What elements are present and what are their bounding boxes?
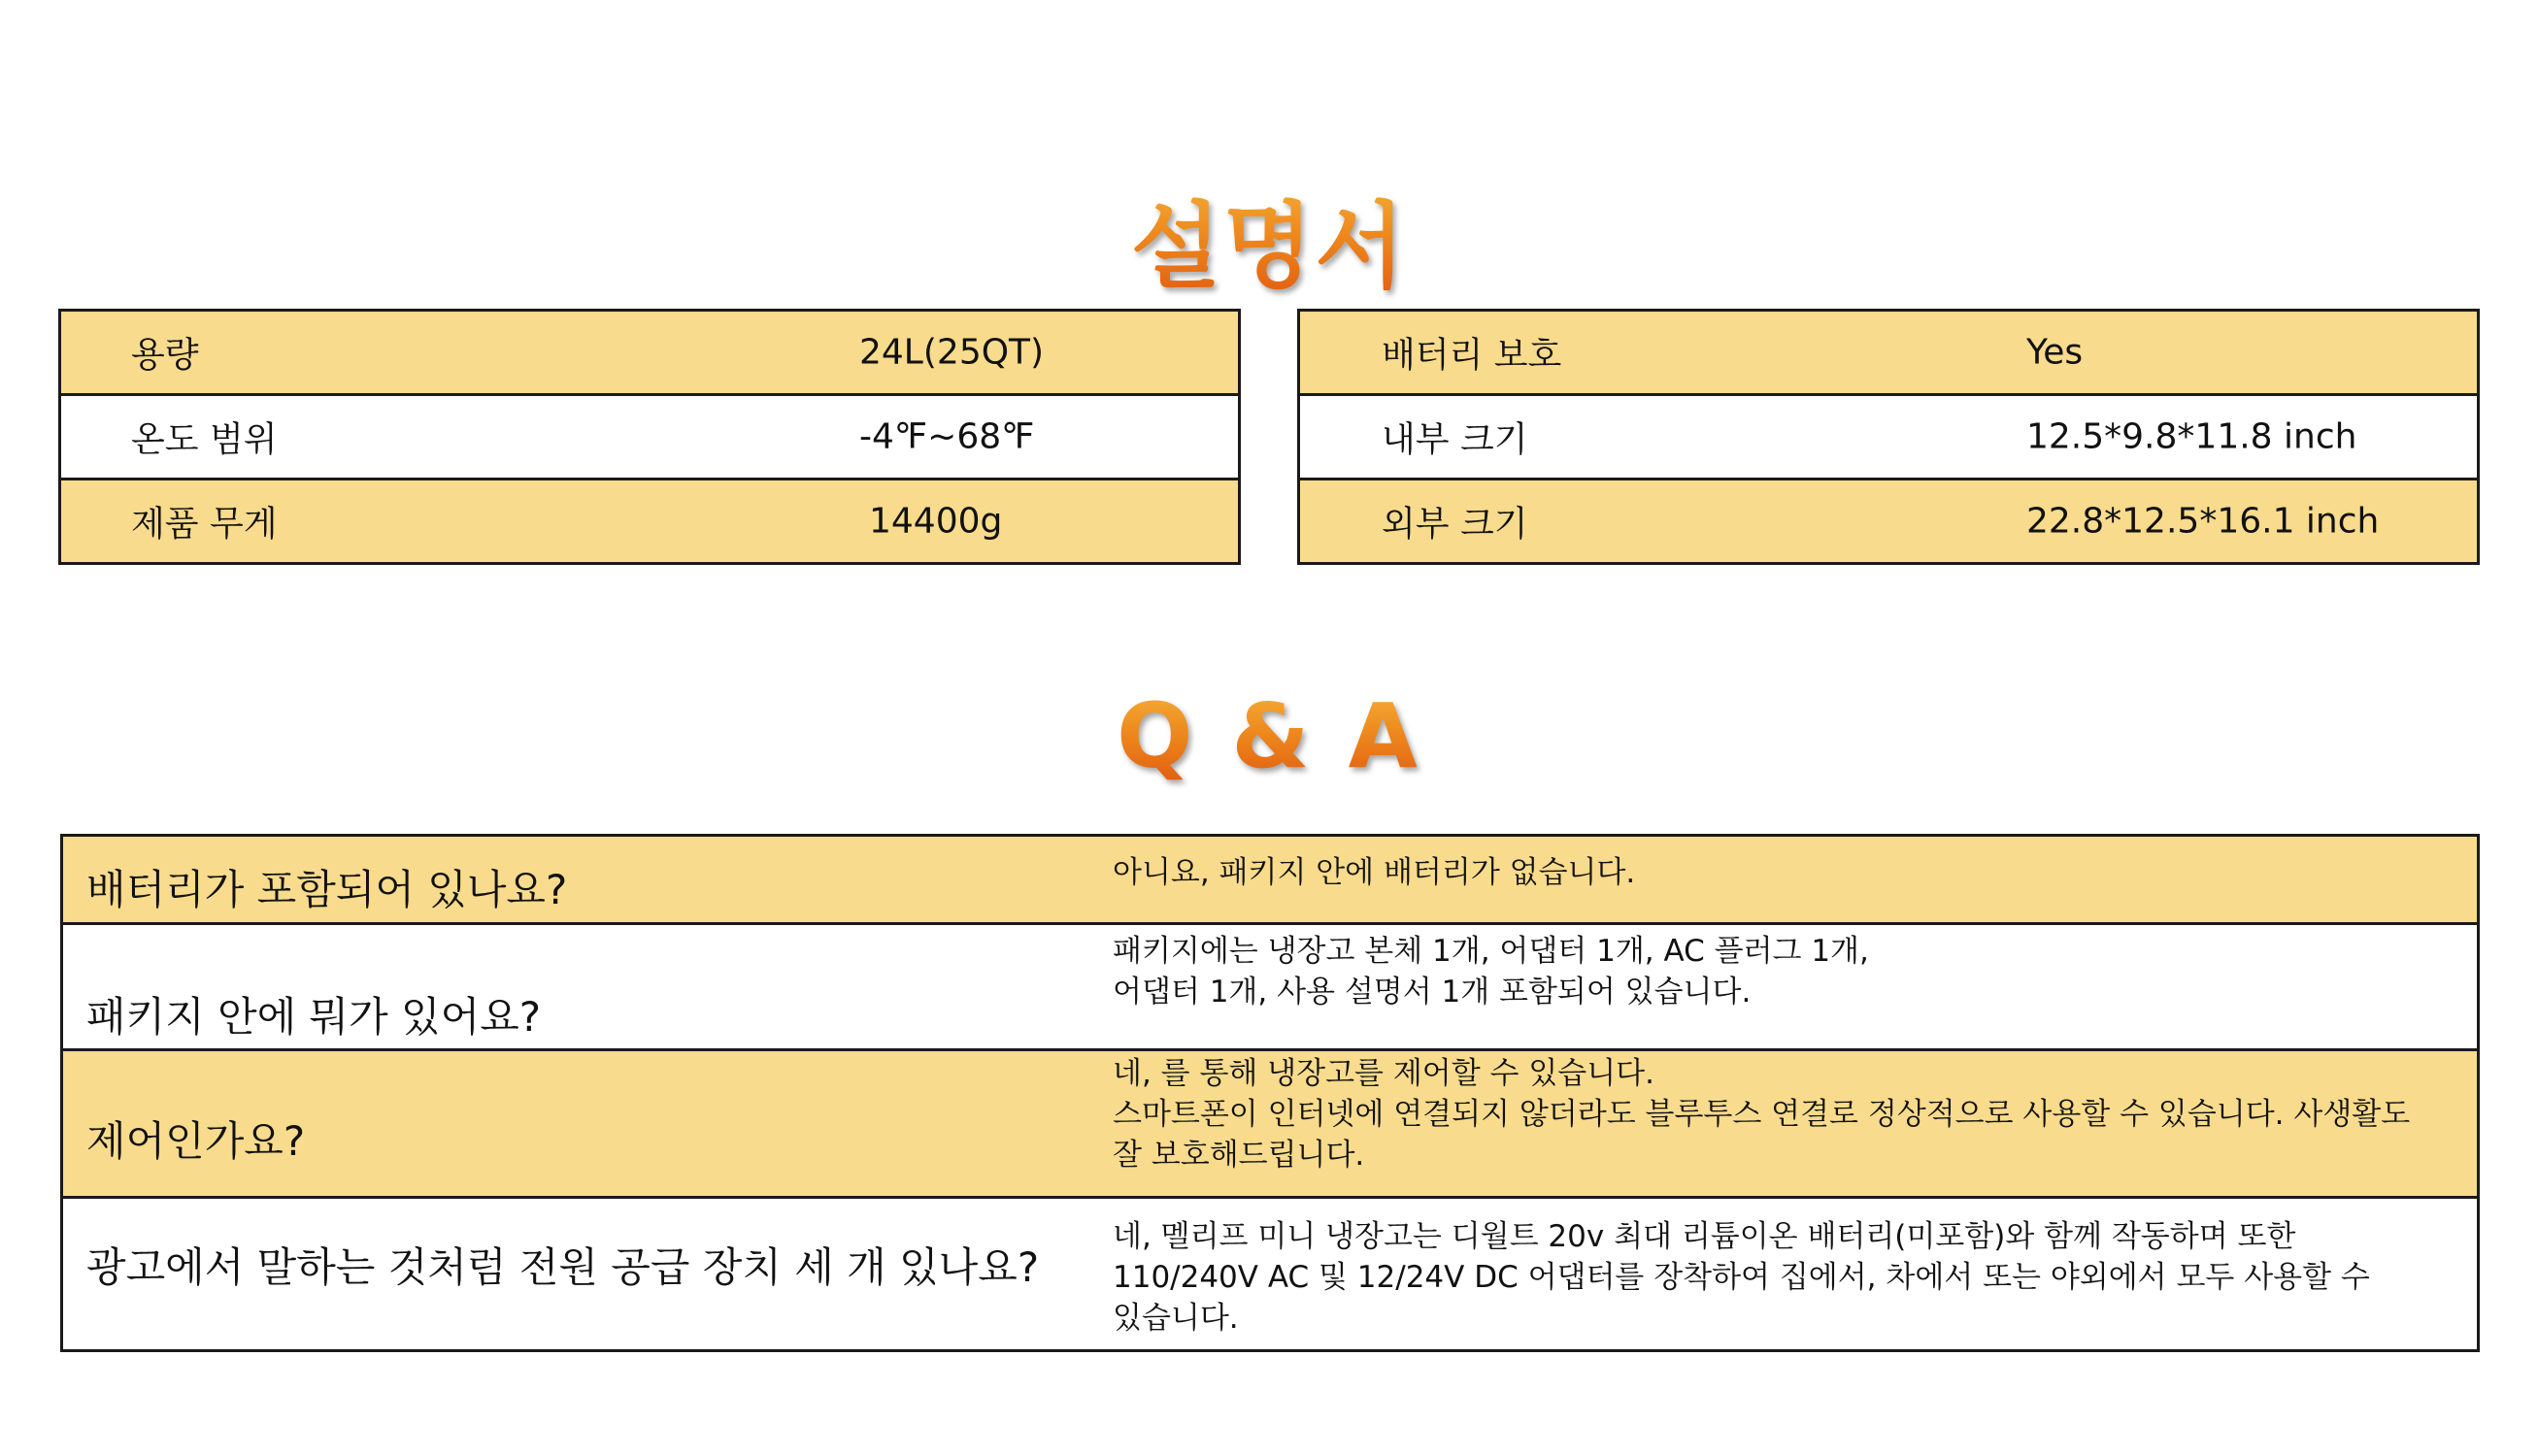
qa-answer-line: 패키지에는 냉장고 본체 1개, 어댑터 1개, AC 플러그 1개,	[1113, 934, 1869, 969]
spec-row-temperature	[61, 396, 1238, 480]
qa-title: Q & A	[0, 684, 2538, 788]
qa-row	[63, 1051, 2477, 1199]
qa-answer-line: 잘 보호해드립니다.	[1113, 1138, 1365, 1173]
spec-value: 22.8*12.5*16.1 inch	[2026, 501, 2380, 542]
qa-row	[63, 1199, 2477, 1349]
spec-label: 내부 크기	[1382, 419, 1528, 460]
qa-answer-line: 있습니다.	[1113, 1301, 1239, 1336]
spec-row-inner-size	[1300, 396, 2477, 480]
qa-answer	[1113, 931, 2472, 1012]
spec-row-weight	[61, 480, 1238, 562]
spec-table-right	[1297, 309, 2480, 565]
spec-label: 용량	[131, 335, 199, 376]
spec-label: 제품 무게	[131, 504, 278, 545]
spec-value: -4℉~68℉	[859, 416, 1035, 457]
qa-table	[60, 834, 2480, 1352]
qa-answer-line: 스마트폰이 인터넷에 연결되지 않더라도 블루투스 연결로 정상적으로 사용할 수 있습니다. 사생활도	[1113, 1097, 2411, 1132]
qa-row	[63, 925, 2477, 1051]
qa-answer	[1113, 1053, 2472, 1175]
spec-value: 12.5*9.8*11.8 inch	[2026, 416, 2357, 457]
spec-label: 배터리 보호	[1382, 335, 1562, 376]
qa-answer-line: 110/240V AC 및 12/24V DC 어댑터를 장착하여 집에서, 차에서 또는 야외에서 모두 사용할 수	[1113, 1260, 2370, 1295]
qa-question: 배터리가 포함되어 있나요?	[86, 866, 568, 913]
spec-row-capacity	[61, 312, 1238, 396]
qa-row	[63, 837, 2477, 925]
spec-label: 외부 크기	[1382, 504, 1528, 545]
qa-answer	[1113, 852, 2472, 893]
spec-label: 온도 범위	[131, 419, 278, 460]
specs-title: 설명서	[0, 173, 2538, 306]
spec-value: Yes	[2026, 332, 2084, 373]
qa-answer-line: 네, 를 통해 냉장고를 제어할 수 있습니다.	[1113, 1056, 1654, 1091]
qa-question: 제어인가요?	[86, 1117, 306, 1165]
spec-value: 14400g	[869, 501, 1003, 542]
qa-answer-line: 네, 멜리프 미니 냉장고는 디월트 20v 최대 리튬이온 배터리(미포함)와 함께 작동하며 또한	[1113, 1219, 2296, 1254]
qa-question: 패키지 안에 뭐가 있어요?	[86, 993, 542, 1041]
spec-value: 24L(25QT)	[859, 332, 1045, 373]
spec-row-outer-size	[1300, 480, 2477, 562]
qa-answer-line: 아니요, 패키지 안에 배터리가 없습니다.	[1113, 855, 1636, 890]
spec-row-battery-protection	[1300, 312, 2477, 396]
qa-answer	[1113, 1216, 2472, 1339]
spec-table-left	[58, 309, 1241, 565]
qa-question: 광고에서 말하는 것처럼 전원 공급 장치 세 개 있나요?	[86, 1243, 1040, 1291]
qa-answer-line: 어댑터 1개, 사용 설명서 1개 포함되어 있습니다.	[1113, 975, 1752, 1009]
